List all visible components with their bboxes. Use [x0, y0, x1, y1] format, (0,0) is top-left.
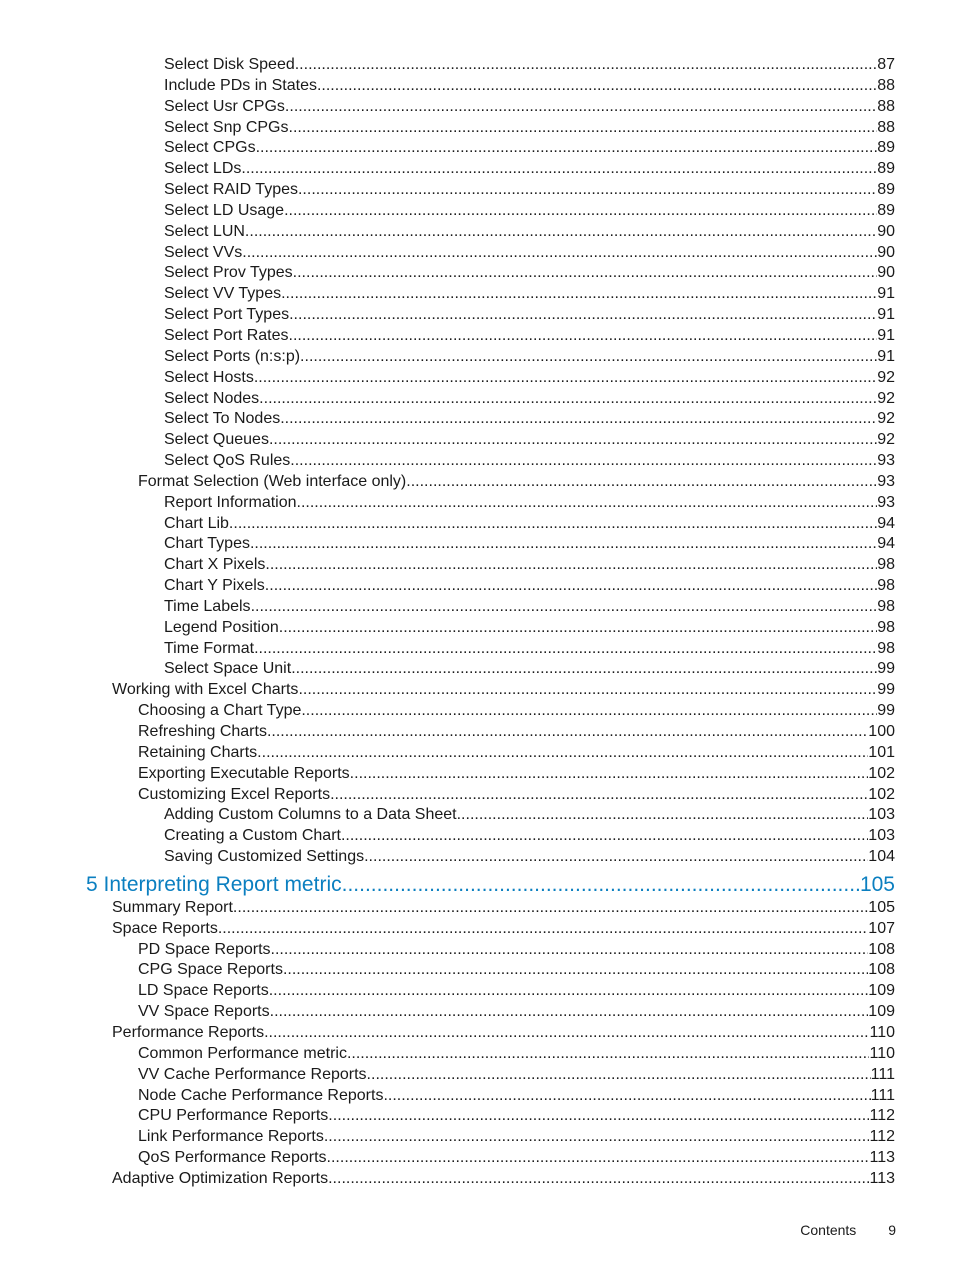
toc-entry[interactable] [0, 1086, 954, 1107]
toc-dot-leader [291, 659, 877, 680]
toc-entry-title: Select Disk Speed [164, 56, 295, 73]
toc-entry-page: 90 [877, 243, 895, 261]
toc-entry-title: Retaining Charts [138, 743, 258, 761]
toc-dot-leader [350, 764, 869, 785]
toc-entry[interactable] [0, 722, 954, 743]
toc-entry-title: Select Hosts [164, 368, 254, 386]
toc-dot-leader [264, 1023, 869, 1044]
toc-entry[interactable] [0, 284, 954, 305]
toc-entry-page: 94 [877, 535, 895, 553]
toc-entry[interactable] [0, 743, 954, 764]
toc-entry-title: Chart Types [164, 535, 250, 553]
toc-entry-title: Select LDs [164, 160, 242, 178]
toc-entry-page: 104 [868, 848, 895, 866]
toc-entry[interactable] [0, 576, 954, 597]
toc-entry-page: 99 [877, 660, 895, 678]
toc-dot-leader [250, 534, 877, 555]
toc-entry-page: 90 [877, 222, 895, 240]
toc-entry-page: 93 [877, 472, 895, 490]
toc-dot-leader [281, 284, 877, 305]
toc-dot-leader [406, 472, 877, 493]
toc-entry-title: Chart Y Pixels [164, 577, 265, 595]
toc-entry-title: Select VVs [164, 243, 243, 261]
toc-entry-title: Include PDs in States [164, 76, 317, 94]
toc-entry-title: Refreshing Charts [138, 723, 267, 740]
toc-entry[interactable] [0, 76, 954, 97]
toc-dot-leader [271, 940, 869, 961]
toc-entry[interactable] [0, 326, 954, 347]
toc-entry-title: Link Performance Reports [138, 1128, 324, 1146]
toc-entry[interactable] [0, 347, 954, 368]
toc-dot-leader [284, 201, 877, 222]
toc-dot-leader [241, 159, 877, 180]
toc-chapter-entry[interactable] [0, 871, 954, 898]
toc-dot-leader [364, 847, 868, 868]
toc-dot-leader [242, 243, 877, 264]
toc-dot-leader [283, 960, 868, 981]
toc-entry[interactable] [0, 1023, 954, 1044]
toc-entry[interactable] [0, 180, 954, 201]
toc-entry-title: LD Space Reports [138, 982, 269, 1000]
toc-entry[interactable] [0, 805, 954, 826]
toc-entry-page: 98 [877, 597, 895, 615]
toc-entry-page: 110 [869, 1023, 895, 1041]
toc-entry-page: 107 [868, 919, 895, 937]
toc-entry-title: VV Cache Performance Reports [138, 1065, 367, 1083]
toc-entry[interactable] [0, 451, 954, 472]
toc-dot-leader [285, 97, 877, 118]
toc-dot-leader [298, 680, 877, 701]
toc-entry-title: Select RAID Types [164, 181, 298, 199]
toc-entry-page: 103 [868, 806, 895, 824]
toc-entry-title: Chart Lib [164, 514, 229, 532]
toc-entry[interactable] [0, 118, 954, 139]
toc-dot-leader [218, 919, 868, 940]
toc-dot-leader [328, 1169, 869, 1190]
toc-entry-page: 111 [870, 1065, 895, 1083]
toc-entry[interactable] [0, 243, 954, 264]
toc-entry-page: 101 [868, 743, 895, 761]
toc-dot-leader [289, 305, 877, 326]
toc-entry-title: Choosing a Chart Type [138, 702, 302, 720]
toc-entry-page: 88 [877, 97, 895, 115]
toc-entry-title: Space Reports [112, 919, 218, 937]
toc-dot-leader [245, 222, 877, 243]
toc-dot-leader [300, 347, 877, 368]
toc-entry-page: 98 [877, 556, 895, 574]
toc-dot-leader [233, 898, 868, 919]
toc-entry-page: 112 [869, 1128, 895, 1146]
toc-dot-leader [254, 639, 877, 660]
toc-entry[interactable] [0, 409, 954, 430]
toc-entry-title: Common Performance metric [138, 1044, 347, 1062]
toc-entry-title: Creating a Custom Chart [164, 827, 341, 845]
toc-entry[interactable] [0, 940, 954, 961]
toc-entry-title: Select To Nodes [164, 410, 281, 428]
table-of-contents [0, 55, 954, 1190]
toc-entry-title: Performance Reports [112, 1023, 265, 1041]
toc-entry-title: Select Nodes [164, 389, 260, 407]
toc-entry-page: 113 [869, 1169, 895, 1187]
toc-dot-leader [297, 493, 878, 514]
toc-entry-page: 109 [868, 1003, 895, 1021]
toc-entry-title: Customizing Excel Reports [138, 785, 331, 803]
toc-entry-title: Select Usr CPGs [164, 97, 285, 115]
toc-entry-page: 92 [877, 368, 895, 386]
toc-entry-page: 89 [877, 201, 895, 219]
toc-dot-leader [256, 138, 878, 159]
toc-entry[interactable] [0, 389, 954, 410]
toc-dot-leader [295, 55, 877, 76]
toc-dot-leader [251, 597, 878, 618]
toc-entry-title: Legend Position [164, 618, 279, 636]
toc-entry-page: 109 [868, 982, 895, 1000]
toc-entry[interactable] [0, 97, 954, 118]
toc-dot-leader [254, 368, 877, 389]
toc-entry-title: Select VV Types [164, 285, 282, 303]
toc-dot-leader [290, 451, 877, 472]
footer-page-number: 9 [888, 1222, 896, 1238]
toc-dot-leader [341, 826, 868, 847]
toc-entry-page: 98 [877, 577, 895, 595]
toc-entry[interactable] [0, 981, 954, 1002]
toc-entry-page: 108 [868, 961, 895, 979]
toc-entry-title: QoS Performance Reports [138, 1149, 327, 1167]
toc-entry-title: Chart X Pixels [164, 556, 266, 574]
toc-entry-title: Exporting Executable Reports [138, 764, 350, 782]
toc-entry-title: Adaptive Optimization Reports [112, 1169, 329, 1187]
toc-entry-page: 89 [877, 160, 895, 178]
toc-entry-title: Select CPGs [164, 139, 256, 157]
toc-entry-title: Select Space Unit [164, 660, 292, 678]
toc-entry-page: 91 [877, 347, 895, 365]
toc-entry-page: 94 [877, 514, 895, 532]
toc-dot-leader [298, 180, 877, 201]
toc-entry-page: 88 [877, 118, 895, 136]
toc-entry-page: 92 [877, 431, 895, 449]
toc-dot-leader [267, 722, 868, 743]
toc-entry[interactable] [0, 138, 954, 159]
toc-entry-title: Select LUN [164, 222, 245, 240]
toc-entry-title: Working with Excel Charts [112, 681, 299, 699]
toc-entry-title: Node Cache Performance Reports [138, 1086, 384, 1104]
toc-dot-leader [289, 326, 878, 347]
toc-entry[interactable] [0, 1127, 954, 1148]
toc-entry[interactable] [0, 618, 954, 639]
toc-entry-title: PD Space Reports [138, 940, 271, 958]
toc-entry[interactable] [0, 1044, 954, 1065]
toc-entry-page: 89 [877, 139, 895, 157]
toc-entry-title: Select Ports (n:s:p) [164, 347, 301, 365]
toc-entry-title: CPG Space Reports [138, 961, 283, 979]
toc-entry[interactable] [0, 493, 954, 514]
toc-entry[interactable] [0, 1065, 954, 1086]
toc-entry[interactable] [0, 597, 954, 618]
toc-entry[interactable] [0, 960, 954, 981]
toc-dot-leader [270, 1002, 869, 1023]
toc-entry-title: Select Port Types [164, 306, 290, 324]
toc-entry[interactable] [0, 1002, 954, 1023]
toc-entry-page: 105 [859, 872, 895, 896]
toc-entry[interactable] [0, 701, 954, 722]
toc-entry[interactable] [0, 534, 954, 555]
toc-entry-title: Select Prov Types [164, 264, 293, 282]
toc-entry[interactable] [0, 1169, 954, 1190]
toc-dot-leader [330, 785, 868, 806]
toc-dot-leader [265, 555, 877, 576]
toc-entry[interactable] [0, 159, 954, 180]
toc-entry[interactable] [0, 263, 954, 284]
toc-entry-page: 108 [868, 940, 895, 958]
toc-entry-title: VV Space Reports [138, 1003, 270, 1021]
toc-dot-leader [328, 1106, 869, 1127]
toc-dot-leader [367, 1065, 871, 1086]
toc-entry-title: Select Queues [164, 431, 269, 449]
toc-entry-page: 88 [877, 76, 895, 94]
toc-entry[interactable] [0, 514, 954, 535]
toc-entry-title: Adding Custom Columns to a Data Sheet [164, 806, 457, 824]
toc-entry-title: Select LD Usage [164, 201, 285, 219]
page-footer [800, 1222, 896, 1238]
toc-entry-page: 91 [877, 326, 895, 344]
toc-entry-page: 89 [877, 181, 895, 199]
toc-entry-page: 102 [868, 785, 895, 803]
toc-entry[interactable] [0, 680, 954, 701]
toc-entry-title: Select Snp CPGs [164, 118, 289, 136]
toc-dot-leader [347, 1044, 870, 1065]
toc-entry-page: 103 [868, 827, 895, 845]
toc-entry-page: 98 [877, 639, 895, 657]
toc-entry[interactable] [0, 785, 954, 806]
toc-entry[interactable] [0, 919, 954, 940]
toc-entry[interactable] [0, 1106, 954, 1127]
toc-entry-title: Format Selection (Web interface only) [138, 472, 407, 490]
toc-entry-page: 90 [877, 264, 895, 282]
toc-dot-leader [269, 981, 869, 1002]
toc-dot-leader [293, 263, 878, 284]
toc-dot-leader [289, 118, 878, 139]
footer-section-label: Contents [800, 1222, 857, 1238]
toc-entry-page: 112 [869, 1107, 895, 1125]
toc-entry-title: 5 Interpreting Report metric [86, 872, 342, 896]
toc-entry-title: Summary Report [112, 898, 233, 916]
toc-dot-leader [457, 805, 869, 826]
toc-entry[interactable] [0, 898, 954, 919]
toc-entry-page: 100 [868, 723, 895, 740]
toc-entry[interactable] [0, 1148, 954, 1169]
toc-entry-title: Saving Customized Settings [164, 848, 365, 866]
toc-dot-leader [324, 1127, 870, 1148]
toc-entry-page: 92 [877, 410, 895, 428]
toc-entry[interactable] [0, 55, 954, 76]
toc-entry[interactable] [0, 847, 954, 868]
toc-entry-page: 99 [877, 702, 895, 720]
toc-entry[interactable] [0, 555, 954, 576]
toc-dot-leader [317, 76, 877, 97]
toc-dot-leader [229, 514, 877, 535]
toc-dot-leader [301, 701, 877, 722]
toc-entry-page: 111 [870, 1086, 895, 1104]
toc-dot-leader [342, 871, 860, 898]
toc-dot-leader [257, 743, 868, 764]
toc-dot-leader [327, 1148, 870, 1169]
toc-entry-title: Time Format [164, 639, 255, 657]
toc-entry-page: 102 [868, 764, 895, 782]
toc-entry[interactable] [0, 222, 954, 243]
toc-entry-page: 93 [877, 452, 895, 470]
toc-entry-page: 87 [877, 56, 895, 73]
toc-entry[interactable] [0, 764, 954, 785]
toc-entry-title: CPU Performance Reports [138, 1107, 329, 1125]
toc-entry[interactable] [0, 430, 954, 451]
toc-entry[interactable] [0, 305, 954, 326]
toc-entry[interactable] [0, 826, 954, 847]
toc-dot-leader [383, 1086, 870, 1107]
toc-entry-page: 91 [877, 306, 895, 324]
toc-entry-page: 93 [877, 493, 895, 511]
toc-entry-page: 92 [877, 389, 895, 407]
toc-entry-title: Select Port Rates [164, 326, 289, 344]
toc-dot-leader [269, 430, 877, 451]
toc-dot-leader [280, 409, 877, 430]
toc-entry-page: 99 [877, 681, 895, 699]
toc-dot-leader [259, 389, 877, 410]
toc-entry[interactable] [0, 201, 954, 222]
toc-entry[interactable] [0, 659, 954, 680]
toc-dot-leader [265, 576, 877, 597]
toc-dot-leader [279, 618, 877, 639]
toc-entry-title: Report Information [164, 493, 297, 511]
toc-entry-title: Select QoS Rules [164, 452, 291, 470]
toc-entry[interactable] [0, 639, 954, 660]
toc-entry-page: 113 [869, 1149, 895, 1167]
toc-entry[interactable] [0, 368, 954, 389]
toc-entry-page: 98 [877, 618, 895, 636]
toc-entry-title: Time Labels [164, 597, 251, 615]
toc-entry-page: 110 [869, 1044, 895, 1062]
toc-entry-page: 105 [868, 898, 895, 916]
toc-entry[interactable] [0, 472, 954, 493]
toc-entry-page: 91 [877, 285, 895, 303]
